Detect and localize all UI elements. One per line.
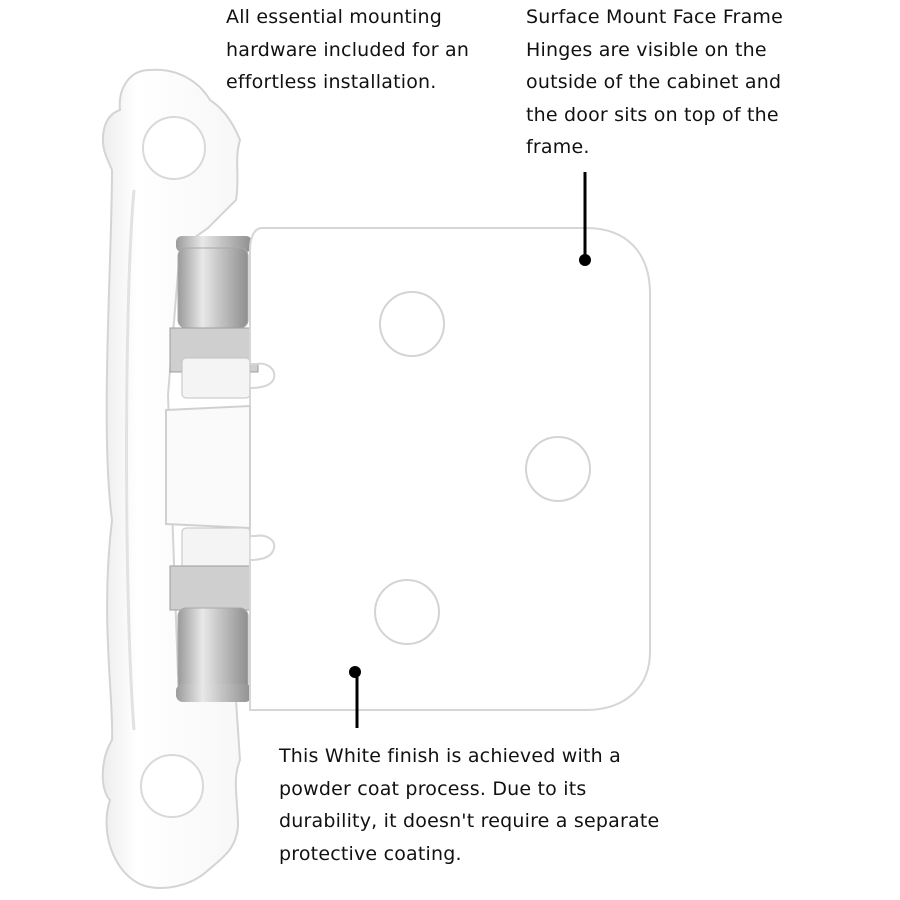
door-hole-middle	[526, 437, 590, 501]
surface-mount-callout-line: Hinges are visible on the	[526, 38, 767, 61]
surface-mount-callout-line: outside of the cabinet and	[526, 71, 782, 93]
finish-callout-line: This White finish is achieved with a	[279, 745, 621, 767]
mounting-hole-top	[143, 117, 205, 179]
surface-mount-callout	[526, 1, 783, 164]
hardware-callout-line: effortless installation.	[226, 71, 437, 93]
door-hole-lower	[375, 580, 439, 644]
hardware-callout-line: All essential mounting	[226, 6, 442, 28]
finish-callout-line: durability, it doesn't require a separate	[279, 810, 660, 832]
hardware-callout	[226, 1, 469, 99]
surface-mount-callout-line: Surface Mount Face Frame	[526, 6, 784, 28]
finish-callout-line: protective coating.	[279, 842, 462, 865]
door-hole-upper	[380, 292, 444, 356]
finish-callout-line: powder coat process. Due to its	[279, 777, 587, 800]
mounting-hole-bottom	[141, 755, 203, 817]
surface-mount-callout-line: the door sits on top of the	[526, 103, 779, 126]
surface-mount-callout-line: frame.	[526, 136, 590, 158]
finish-callout	[279, 740, 659, 870]
hardware-callout-line: hardware included for an	[226, 38, 470, 61]
